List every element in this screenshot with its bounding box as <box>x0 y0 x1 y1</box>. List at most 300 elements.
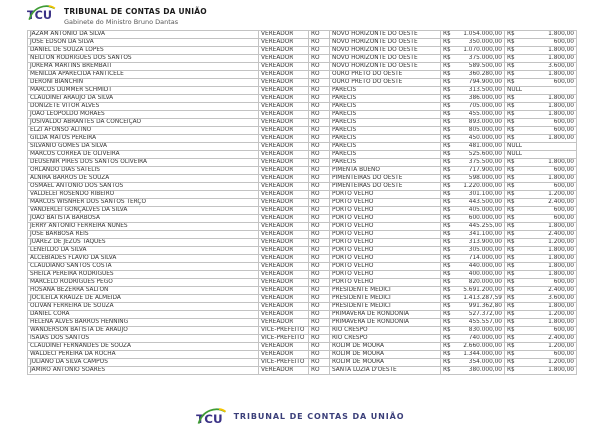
cell-position: VEREADOR <box>259 231 309 239</box>
currency-symbol: R$ <box>443 343 451 349</box>
amount-value: 481.000,00 <box>468 143 502 149</box>
cell-position: VEREADOR <box>259 143 309 151</box>
cell-value-1 <box>441 255 505 263</box>
amount-value: 440.000,00 <box>468 263 502 269</box>
currency-symbol: R$ <box>443 87 451 93</box>
cell-value-1 <box>441 183 505 191</box>
amount-value: 375.000,00 <box>468 55 502 61</box>
cell-value-2 <box>505 175 577 183</box>
currency-symbol: R$ <box>443 119 451 125</box>
amount-value: 445.255,00 <box>468 223 502 229</box>
cell-municipality: PARECIS <box>330 159 441 167</box>
tcu-footer-logo-text: TCU <box>195 411 223 426</box>
amount-value: 2.400,00 <box>548 199 574 205</box>
amount-value: 1.800,00 <box>548 47 574 53</box>
cell-position: VEREADOR <box>259 103 309 111</box>
cell-municipality: PIMENTEIRAS DO OESTE <box>330 175 441 183</box>
cell-value-2 <box>505 143 577 151</box>
amount-value: 820.000,00 <box>468 279 502 285</box>
table-row <box>28 239 577 247</box>
cell-value-1 <box>441 191 505 199</box>
currency-symbol: R$ <box>507 255 515 261</box>
table-row <box>28 47 577 55</box>
amount-value: 305.000,00 <box>468 247 502 253</box>
cell-value-2 <box>505 351 577 359</box>
cell-name: HELENA ALVES BARROS HENNING <box>28 319 259 327</box>
currency-symbol: R$ <box>443 359 451 365</box>
table-row <box>28 231 577 239</box>
cell-municipality: PARECIS <box>330 127 441 135</box>
currency-symbol: R$ <box>507 199 515 205</box>
cell-position: VEREADOR <box>259 175 309 183</box>
tcu-logo-icon <box>27 4 57 22</box>
cell-municipality: PORTO VELHO <box>330 207 441 215</box>
cell-state: RO <box>309 359 330 367</box>
cell-state: RO <box>309 351 330 359</box>
cell-position: VEREADOR <box>259 247 309 255</box>
cell-position: VICE-PREFEITO <box>259 327 309 335</box>
cell-name: GILDA MATOS PEREIRA <box>28 135 259 143</box>
cell-position: VEREADOR <box>259 279 309 287</box>
table-row <box>28 319 577 327</box>
currency-symbol: R$ <box>443 127 451 133</box>
cell-name: DANIEL DE SOUZA LOPES <box>28 47 259 55</box>
cell-value-1 <box>441 39 505 47</box>
table-row <box>28 127 577 135</box>
currency-symbol: R$ <box>443 175 451 181</box>
cell-municipality: NOVO HORIZONTE DO OESTE <box>330 39 441 47</box>
cell-name: JUAREZ DE JEZUS TAQUES <box>28 239 259 247</box>
amount-value: 600,00 <box>553 167 574 173</box>
amount-value: 600,00 <box>553 327 574 333</box>
amount-value: 1.200,00 <box>548 343 574 349</box>
cell-position: VEREADOR <box>259 263 309 271</box>
cell-position: VEREADOR <box>259 191 309 199</box>
currency-symbol: R$ <box>443 327 451 333</box>
document-header <box>27 4 207 26</box>
cell-state: RO <box>309 311 330 319</box>
cell-value-2 <box>505 223 577 231</box>
currency-symbol: R$ <box>443 263 451 269</box>
amount-value: 450.000,00 <box>468 135 502 141</box>
cell-position: VEREADOR <box>259 119 309 127</box>
currency-symbol: R$ <box>507 367 515 373</box>
cell-position: VEREADOR <box>259 351 309 359</box>
cell-value-1 <box>441 55 505 63</box>
footer-title: TRIBUNAL DE CONTAS DA UNIÃO <box>233 411 405 421</box>
cell-value-2 <box>505 263 577 271</box>
amount-value: 525.600,00 <box>468 151 502 157</box>
currency-symbol: R$ <box>443 287 451 293</box>
cell-value-1 <box>441 367 505 375</box>
cell-state: RO <box>309 183 330 191</box>
cell-value-1 <box>441 151 505 159</box>
cell-name: SHEILA PEREIRA RODRIGUES <box>28 271 259 279</box>
cell-municipality: PRESIDENTE MÉDICI <box>330 287 441 295</box>
amount-value: 405.000,00 <box>468 207 502 213</box>
amount-value: 1.413.287,59 <box>463 295 502 301</box>
cell-value-1 <box>441 295 505 303</box>
cell-municipality: PIMENTA BUENO <box>330 167 441 175</box>
currency-symbol: R$ <box>443 183 451 189</box>
amount-value: 1.800,00 <box>548 271 574 277</box>
cell-municipality: RIO CRESPO <box>330 335 441 343</box>
cell-value-2 <box>505 87 577 95</box>
cell-municipality: PARECIS <box>330 143 441 151</box>
currency-symbol: R$ <box>443 199 451 205</box>
amount-value: 600,00 <box>553 279 574 285</box>
cell-position: VEREADOR <box>259 199 309 207</box>
currency-symbol: R$ <box>443 367 451 373</box>
table-row <box>28 199 577 207</box>
cell-position: VEREADOR <box>259 183 309 191</box>
amount-value: 794.900,00 <box>468 79 502 85</box>
cell-state: RO <box>309 71 330 79</box>
currency-symbol: R$ <box>443 231 451 237</box>
table-row <box>28 79 577 87</box>
cell-value-2 <box>505 127 577 135</box>
cell-municipality: PORTO VELHO <box>330 231 441 239</box>
cell-municipality: NOVO HORIZONTE DO OESTE <box>330 55 441 63</box>
cell-value-2 <box>505 167 577 175</box>
cell-value-2 <box>505 95 577 103</box>
cell-position: VICE-PREFEITO <box>259 335 309 343</box>
cell-name: CLAUDIANO SANTOS COSTA <box>28 263 259 271</box>
cell-state: RO <box>309 247 330 255</box>
cell-value-1 <box>441 31 505 39</box>
cell-name: CLAUDINEI ARAUJO DA SILVA <box>28 95 259 103</box>
cell-name: JOSIVALDO ABRANTES DA CONCEIÇÃO <box>28 119 259 127</box>
cell-name: WALDECI PEREIRA DA ROCHA <box>28 351 259 359</box>
amount-value: 2.400,00 <box>548 231 574 237</box>
currency-symbol: R$ <box>507 311 515 317</box>
cell-state: RO <box>309 55 330 63</box>
cell-position: VEREADOR <box>259 367 309 375</box>
amount-value: 1.800,00 <box>548 55 574 61</box>
currency-symbol: R$ <box>443 31 451 37</box>
amount-value: 1.800,00 <box>548 223 574 229</box>
cell-value-2 <box>505 191 577 199</box>
cell-state: RO <box>309 199 330 207</box>
cell-value-1 <box>441 199 505 207</box>
cell-position: VEREADOR <box>259 343 309 351</box>
null-value-label: NULL <box>507 143 523 149</box>
cell-municipality: NOVO HORIZONTE DO OESTE <box>330 31 441 39</box>
currency-symbol: R$ <box>443 47 451 53</box>
cell-state: RO <box>309 111 330 119</box>
table-row <box>28 295 577 303</box>
cell-value-1 <box>441 223 505 231</box>
null-value-label: NULL <box>507 87 523 93</box>
cell-name: LENEILDO DA SILVA <box>28 247 259 255</box>
currency-symbol: R$ <box>507 127 515 133</box>
cell-position: VEREADOR <box>259 239 309 247</box>
cell-state: RO <box>309 175 330 183</box>
currency-symbol: R$ <box>507 31 515 37</box>
table-row <box>28 215 577 223</box>
cell-name: OSMAEL ANTONIO DOS SANTOS <box>28 183 259 191</box>
cell-name: JERRY ANTONIO FERREIRA NUNES <box>28 223 259 231</box>
cell-state: RO <box>309 255 330 263</box>
officials-table <box>27 30 577 375</box>
cell-name: DERONI BIANCHIN <box>28 79 259 87</box>
currency-symbol: R$ <box>443 103 451 109</box>
amount-value: 1.800,00 <box>548 263 574 269</box>
cell-name: MARCOS CORREA DE OLIVEIRA <box>28 151 259 159</box>
table-row <box>28 207 577 215</box>
cell-value-2 <box>505 319 577 327</box>
table-row <box>28 55 577 63</box>
currency-symbol: R$ <box>507 215 515 221</box>
amount-value: 3.600,00 <box>548 295 574 301</box>
currency-symbol: R$ <box>507 63 515 69</box>
amount-value: 600,00 <box>553 215 574 221</box>
cell-municipality: OURO PRETO DO OESTE <box>330 79 441 87</box>
cell-municipality: PORTO VELHO <box>330 271 441 279</box>
currency-symbol: R$ <box>507 175 515 181</box>
table-row <box>28 279 577 287</box>
table-row <box>28 143 577 151</box>
table-row <box>28 359 577 367</box>
amount-value: 386.000,00 <box>468 95 502 101</box>
cell-name: ORLANDO DIAS SATELIS <box>28 167 259 175</box>
cell-value-1 <box>441 247 505 255</box>
cell-name: NEILTON RODRIGUES DOS SANTOS <box>28 55 259 63</box>
cell-position: VEREADOR <box>259 255 309 263</box>
amount-value: 705.000,00 <box>468 103 502 109</box>
currency-symbol: R$ <box>507 95 515 101</box>
cell-municipality: PORTO VELHO <box>330 191 441 199</box>
table-row <box>28 367 577 375</box>
currency-symbol: R$ <box>443 215 451 221</box>
currency-symbol: R$ <box>507 103 515 109</box>
cell-name: JOSE BARBOSA REIS <box>28 231 259 239</box>
cell-position: VEREADOR <box>259 111 309 119</box>
cell-municipality: RIO CRESPO <box>330 327 441 335</box>
table-row <box>28 71 577 79</box>
cell-name: WANDERSON BATISTA DE ARAUJO <box>28 327 259 335</box>
cell-position: VEREADOR <box>259 135 309 143</box>
document-footer <box>0 404 600 428</box>
amount-value: 600,00 <box>553 39 574 45</box>
currency-symbol: R$ <box>507 79 515 85</box>
currency-symbol: R$ <box>507 263 515 269</box>
cell-value-2 <box>505 255 577 263</box>
cell-value-1 <box>441 239 505 247</box>
cell-value-1 <box>441 111 505 119</box>
currency-symbol: R$ <box>507 319 515 325</box>
cell-state: RO <box>309 319 330 327</box>
cell-municipality: ROLIM DE MOURA <box>330 359 441 367</box>
cell-value-2 <box>505 295 577 303</box>
cell-municipality: PRIMAVERA DE RONDÔNIA <box>330 311 441 319</box>
cell-value-1 <box>441 319 505 327</box>
cell-state: RO <box>309 239 330 247</box>
cell-name: OLIVAN FERREIRA DE SOUZA <box>28 303 259 311</box>
currency-symbol: R$ <box>507 279 515 285</box>
currency-symbol: R$ <box>443 319 451 325</box>
cell-name: JAMIRO ANTONIO SOARES <box>28 367 259 375</box>
cell-state: RO <box>309 79 330 87</box>
table-row <box>28 327 577 335</box>
cell-value-1 <box>441 311 505 319</box>
cell-position: VEREADOR <box>259 223 309 231</box>
cell-value-2 <box>505 207 577 215</box>
table-row <box>28 183 577 191</box>
currency-symbol: R$ <box>443 271 451 277</box>
cell-name: ALCEBIADES FLAVIO DA SILVA <box>28 255 259 263</box>
cell-position: VEREADOR <box>259 87 309 95</box>
table-row <box>28 103 577 111</box>
table-row <box>28 311 577 319</box>
currency-symbol: R$ <box>443 95 451 101</box>
cell-value-2 <box>505 119 577 127</box>
cell-municipality: PARECIS <box>330 111 441 119</box>
currency-symbol: R$ <box>507 39 515 45</box>
currency-symbol: R$ <box>443 223 451 229</box>
amount-value: 1.800,00 <box>548 303 574 309</box>
cell-municipality: PRESIDENTE MÉDICI <box>330 295 441 303</box>
cell-municipality: PORTO VELHO <box>330 255 441 263</box>
cell-name: CLAUDINEI FERNANDES DE SOUZA <box>28 343 259 351</box>
cell-municipality: PIMENTEIRAS DO OESTE <box>330 183 441 191</box>
amount-value: 714.000,00 <box>468 255 502 261</box>
cell-state: RO <box>309 287 330 295</box>
cell-value-1 <box>441 343 505 351</box>
cell-position: VEREADOR <box>259 151 309 159</box>
amount-value: 1.800,00 <box>548 31 574 37</box>
amount-value: 600,00 <box>553 79 574 85</box>
cell-position: VEREADOR <box>259 319 309 327</box>
cell-name: MARCOS DUMMER SCHMIDT <box>28 87 259 95</box>
currency-symbol: R$ <box>507 111 515 117</box>
table-row <box>28 255 577 263</box>
table-row <box>28 263 577 271</box>
tcu-logo-text: TCU <box>27 9 53 22</box>
cell-name: JOAO BATISTA BARBOSA <box>28 215 259 223</box>
cell-value-1 <box>441 271 505 279</box>
cell-state: RO <box>309 143 330 151</box>
cell-municipality: ROLIM DE MOURA <box>330 343 441 351</box>
currency-symbol: R$ <box>507 271 515 277</box>
cell-municipality: PORTO VELHO <box>330 279 441 287</box>
cell-state: RO <box>309 207 330 215</box>
cell-position: VICE-PREFEITO <box>259 359 309 367</box>
cell-value-2 <box>505 183 577 191</box>
cell-value-2 <box>505 215 577 223</box>
cell-name: MARCELO RODRIGUES PEGO <box>28 279 259 287</box>
currency-symbol: R$ <box>443 335 451 341</box>
cell-value-2 <box>505 335 577 343</box>
currency-symbol: R$ <box>507 231 515 237</box>
currency-symbol: R$ <box>443 55 451 61</box>
amount-value: 360.280,00 <box>468 71 502 77</box>
cell-value-1 <box>441 143 505 151</box>
cell-value-1 <box>441 71 505 79</box>
cell-state: RO <box>309 167 330 175</box>
cell-position: VEREADOR <box>259 127 309 135</box>
currency-symbol: R$ <box>507 135 515 141</box>
table-row <box>28 287 577 295</box>
currency-symbol: R$ <box>507 191 515 197</box>
cell-name: JULIANO DA SILVA CAMPOS <box>28 359 259 367</box>
amount-value: 893.000,00 <box>468 119 502 125</box>
currency-symbol: R$ <box>507 183 515 189</box>
cell-value-2 <box>505 31 577 39</box>
cell-value-2 <box>505 303 577 311</box>
table-row <box>28 159 577 167</box>
amount-value: 1.070.000,00 <box>463 47 502 53</box>
cell-value-2 <box>505 71 577 79</box>
amount-value: 5.691.200,00 <box>463 287 502 293</box>
cell-value-1 <box>441 167 505 175</box>
currency-symbol: R$ <box>443 191 451 197</box>
currency-symbol: R$ <box>443 39 451 45</box>
cell-municipality: PARECIS <box>330 95 441 103</box>
amount-value: 1.200,00 <box>548 239 574 245</box>
amount-value: 313.900,00 <box>468 239 502 245</box>
cell-value-1 <box>441 279 505 287</box>
cell-value-2 <box>505 279 577 287</box>
cell-position: VEREADOR <box>259 71 309 79</box>
table-row <box>28 39 577 47</box>
cell-value-2 <box>505 63 577 71</box>
table-row <box>28 87 577 95</box>
currency-symbol: R$ <box>443 79 451 85</box>
amount-value: 1.800,00 <box>548 247 574 253</box>
amount-value: 313.500,00 <box>468 87 502 93</box>
cell-name: VALDELEI ROSENDO RIBEIRO <box>28 191 259 199</box>
currency-symbol: R$ <box>443 239 451 245</box>
cell-position: VEREADOR <box>259 167 309 175</box>
cell-municipality: PRIMAVERA DE RONDÔNIA <box>330 319 441 327</box>
cell-municipality: PORTO VELHO <box>330 199 441 207</box>
cell-name: JOÃO LEOPOLDO MORAES <box>28 111 259 119</box>
amount-value: 455.000,00 <box>468 111 502 117</box>
amount-value: 1.800,00 <box>548 319 574 325</box>
currency-symbol: R$ <box>443 247 451 253</box>
amount-value: 380.000,00 <box>468 367 502 373</box>
amount-value: 3.600,00 <box>548 63 574 69</box>
cell-value-1 <box>441 127 505 135</box>
cell-value-1 <box>441 303 505 311</box>
tcu-footer-logo-icon <box>196 407 228 426</box>
cell-value-1 <box>441 287 505 295</box>
table-row <box>28 167 577 175</box>
cell-value-2 <box>505 287 577 295</box>
amount-value: 455.557,00 <box>468 319 502 325</box>
table-row <box>28 175 577 183</box>
amount-value: 740.000,00 <box>468 335 502 341</box>
table-row <box>28 111 577 119</box>
cell-municipality: PARECIS <box>330 87 441 95</box>
cell-municipality: PORTO VELHO <box>330 239 441 247</box>
cell-value-1 <box>441 159 505 167</box>
currency-symbol: R$ <box>507 71 515 77</box>
currency-symbol: R$ <box>443 151 451 157</box>
cell-municipality: NOVO HORIZONTE DO OESTE <box>330 63 441 71</box>
cell-position: VEREADOR <box>259 271 309 279</box>
cell-value-1 <box>441 359 505 367</box>
cell-value-1 <box>441 263 505 271</box>
officials-table-body <box>28 31 577 375</box>
cell-state: RO <box>309 215 330 223</box>
cell-municipality: PARECIS <box>330 135 441 143</box>
amount-value: 350.000,00 <box>468 39 502 45</box>
currency-symbol: R$ <box>507 207 515 213</box>
cell-value-1 <box>441 103 505 111</box>
amount-value: 1.200,00 <box>548 191 574 197</box>
